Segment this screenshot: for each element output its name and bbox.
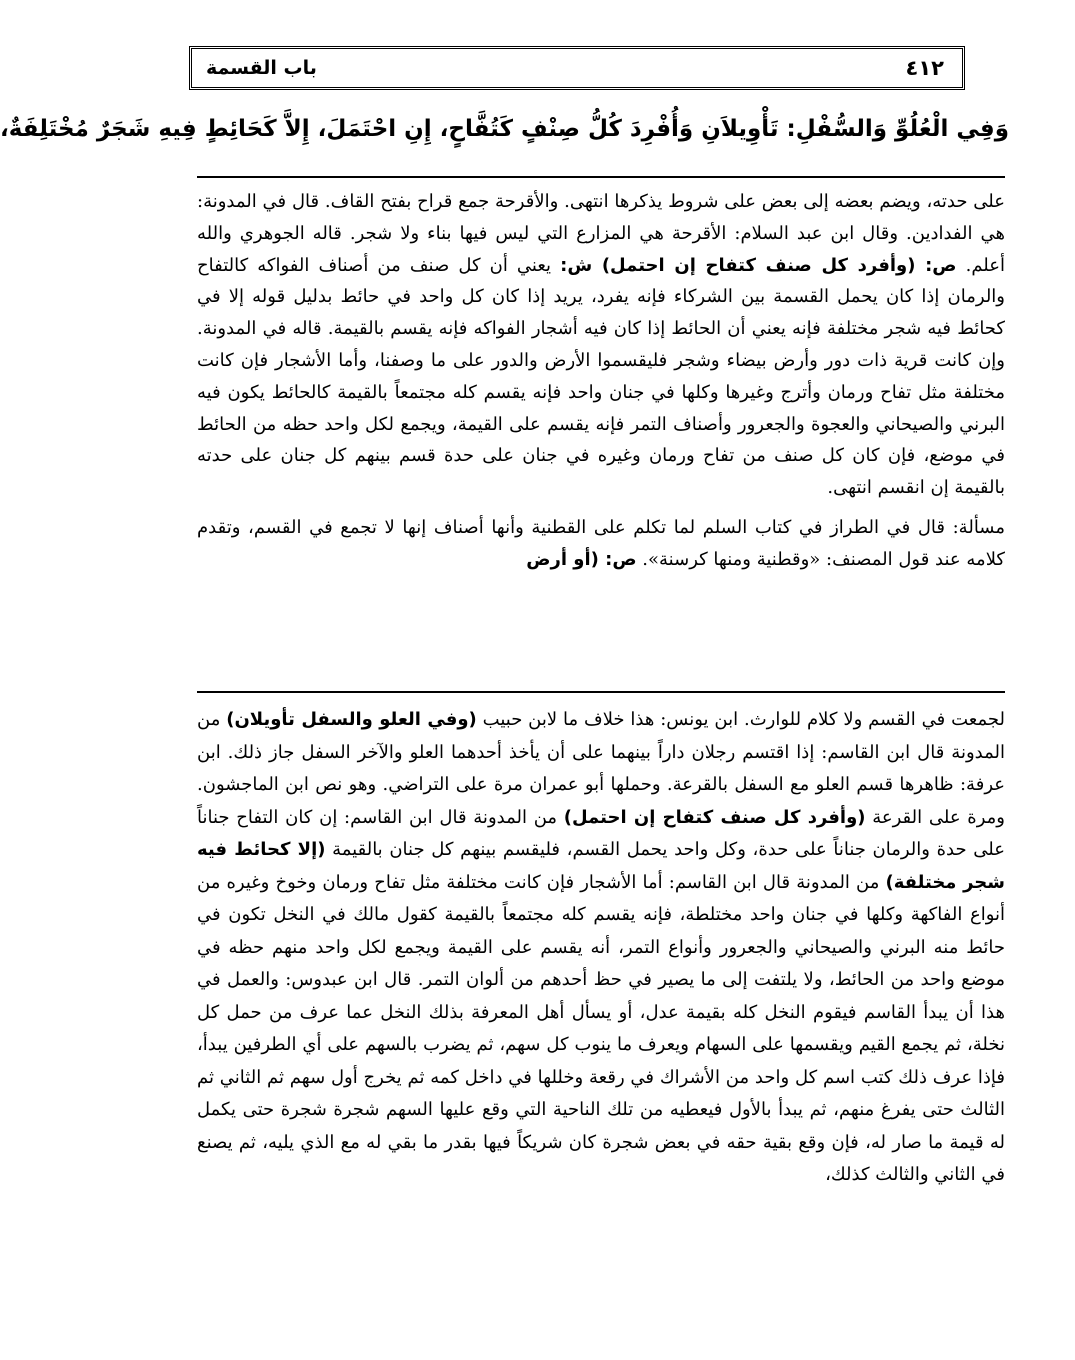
hashiya-run-4: (وأفرد كل صنف كتفاح إن احتمل) [563, 806, 866, 828]
hashiya-run-5: من المدونة قال ابن القاسم: إن كان التفاح جناناً على حدة والرمان جناناً على حدة، وكل واحد يحمل القسم، فليقسم بينهم كل جنان بالقيمة [197, 806, 1005, 860]
commentary-p1-run-3: يعني أن كل صنف من أصناف الفواكه كالتفاح والرمان إذا كان يحمل القسمة بين الشركاء فإنه يفرد، يريد إذا كان كل واحد في حائط بدليل قوله إلا في كحائط فيه شجر مختلفة فإنه يعني أن الحائط إذا كان فيه أشجار الفواكه فإنه يقسم بالقيمة. قاله في المدونة. وإن كانت قرية ذات دور وأرض بيضاء وشجر فليقسموا الأرض والدور على ما وصفنا، وأما الأشجار فإن كانت مختلفة مثل تفاح ورمان وأترج وغيرها وكلها في جنان واحد فإنه يقسم كله مجتمعاً بالقيمة كالحائط يكون فيه البرني والصيحاني والعجوة والجعرور وأصناف التمر فإنه يقسم على القيمة، ويجمع لكل واحد حظه من الحائط في موضع، فإن كان كل صنف من تفاح ورمان وغيره في جنان على حدة قسم بينهم كل جنان على حدته بالقيمة إن انقسم انتهى. [197, 254, 1005, 499]
matn-text: وَفِي الْعُلُوِّ وَالسُّفْلِ: تَأْوِيلاَنِ وَأُفْرِدَ كُلُّ صِنْفٍ كَتُفَّاحٍ، إِنِ احْتَمَلَ، إِلاَّ كَحَائِطٍ فِيهِ شَجَرٌ مُخْتَلِفَةٌ، [0, 116, 1009, 142]
commentary-p1-run-2: ص: (وأفرد كل صنف كتفاح إن احتمل) ش: [560, 254, 957, 276]
hashiya-run-2: (وفي العلو والسفل تأويلان) [226, 709, 477, 730]
hashiya-section [197, 704, 1005, 1192]
separator-rule-top [197, 176, 1005, 178]
commentary-p2-run-2: ص: (أو أرض [526, 548, 637, 570]
hashiya-paragraph [197, 704, 1005, 1192]
hashiya-run-3: من المدونة قال ابن القاسم: إذا اقتسم رجلان داراً بينهما على أن يأخذ أحدهما العلو والآخر السفل جاز ذلك. ابن عرفة: ظاهرها قسم العلو مع السفل بالقرعة. وحملها أبو عمران مرة على التراضي. وهو نص ابن الماجشون. ومرة على القرعة [197, 709, 1005, 828]
commentary-paragraph-1 [197, 186, 1005, 504]
separator-rule-hashiya [197, 691, 1005, 693]
hashiya-run-6: (إلا كحائط فيه شجر مختلفة) [197, 839, 1005, 893]
page-header [189, 46, 965, 90]
commentary-section [197, 186, 1005, 576]
hashiya-run-1: لجمعت في القسم ولا كلام للوارث. ابن يونس: هذا خلاف ما لابن حبيب [476, 709, 1005, 730]
commentary-p2-run-1: مسألة: قال في الطراز في كتاب السلم لما تكلم على القطنية وأنها أصناف إنها لا تجمع في القسم، وتقدم كلامه عند قول المصنف: «وقطنية ومنها كرسنة». [197, 516, 1005, 570]
commentary-p1-run-1: على حدته، ويضم بعضه إلى بعض على شروط يذكرها انتهى. والأقرحة جمع قراح بفتح القاف. قال في المدونة: هي الفدادين. وقال ابن عبد السلام: الأقرحة هي المزارع التي ليس فيها بناء ولا شجر. قاله الجوهري والله أعلم. [197, 191, 1006, 276]
chapter-title: باب القسمة [206, 57, 317, 79]
commentary-paragraph-2 [197, 512, 1005, 576]
page-number: ٤١٢ [905, 56, 944, 80]
hashiya-run-7: من المدونة قال ابن القاسم: أما الأشجار فإن كانت مختلفة مثل تفاح ورمان وخوخ وغيره من أنواع الفاكهة وكلها في جنان واحد مختلطة، فإنه يقسم كله مجتمعاً بالقيمة كقول مالك في النخل تكون في حائط منه البرني والصيحاني والجعرور وأنواع التمر، أنه يقسم على القيمة ويجمع لكل واحد منهم حظه في موضع واحد من الحائط، ولا يلتفت إلى ما يصير في حظ أحدهم من ألوان التمر. قال ابن عبدوس: والعمل في هذا أن يبدأ القاسم فيقوم النخل كله بقيمة عدل، أو يسأل أهل المعرفة بذلك النخل عما عرف من حمل كل نخلة، ثم يجمع القيم ويقسمها على السهام ويعرف ما ينوب كل سهم، ثم يضرب بالسهم على أي الطرفين يبدأ، فإذا عرف ذلك كتب اسم كل واحد من الأشراك في رقعة وخللها في داخل كمه ثم يخرج أول سهم ثم الثاني ثم الثالث حتى يفرغ منهم، ثم يبدأ بالأول فيعطيه من تلك الناحية التي وقع عليها السهم شجرة شجرة حتى يكمل له قيمة ما صار له، فإن وقع بقية حقه في بعض شجرة كان شريكاً فيها بقدر ما بقي له مع الذي يليه، ثم يصنع في الثاني والثالث كذلك، [197, 871, 1005, 1185]
